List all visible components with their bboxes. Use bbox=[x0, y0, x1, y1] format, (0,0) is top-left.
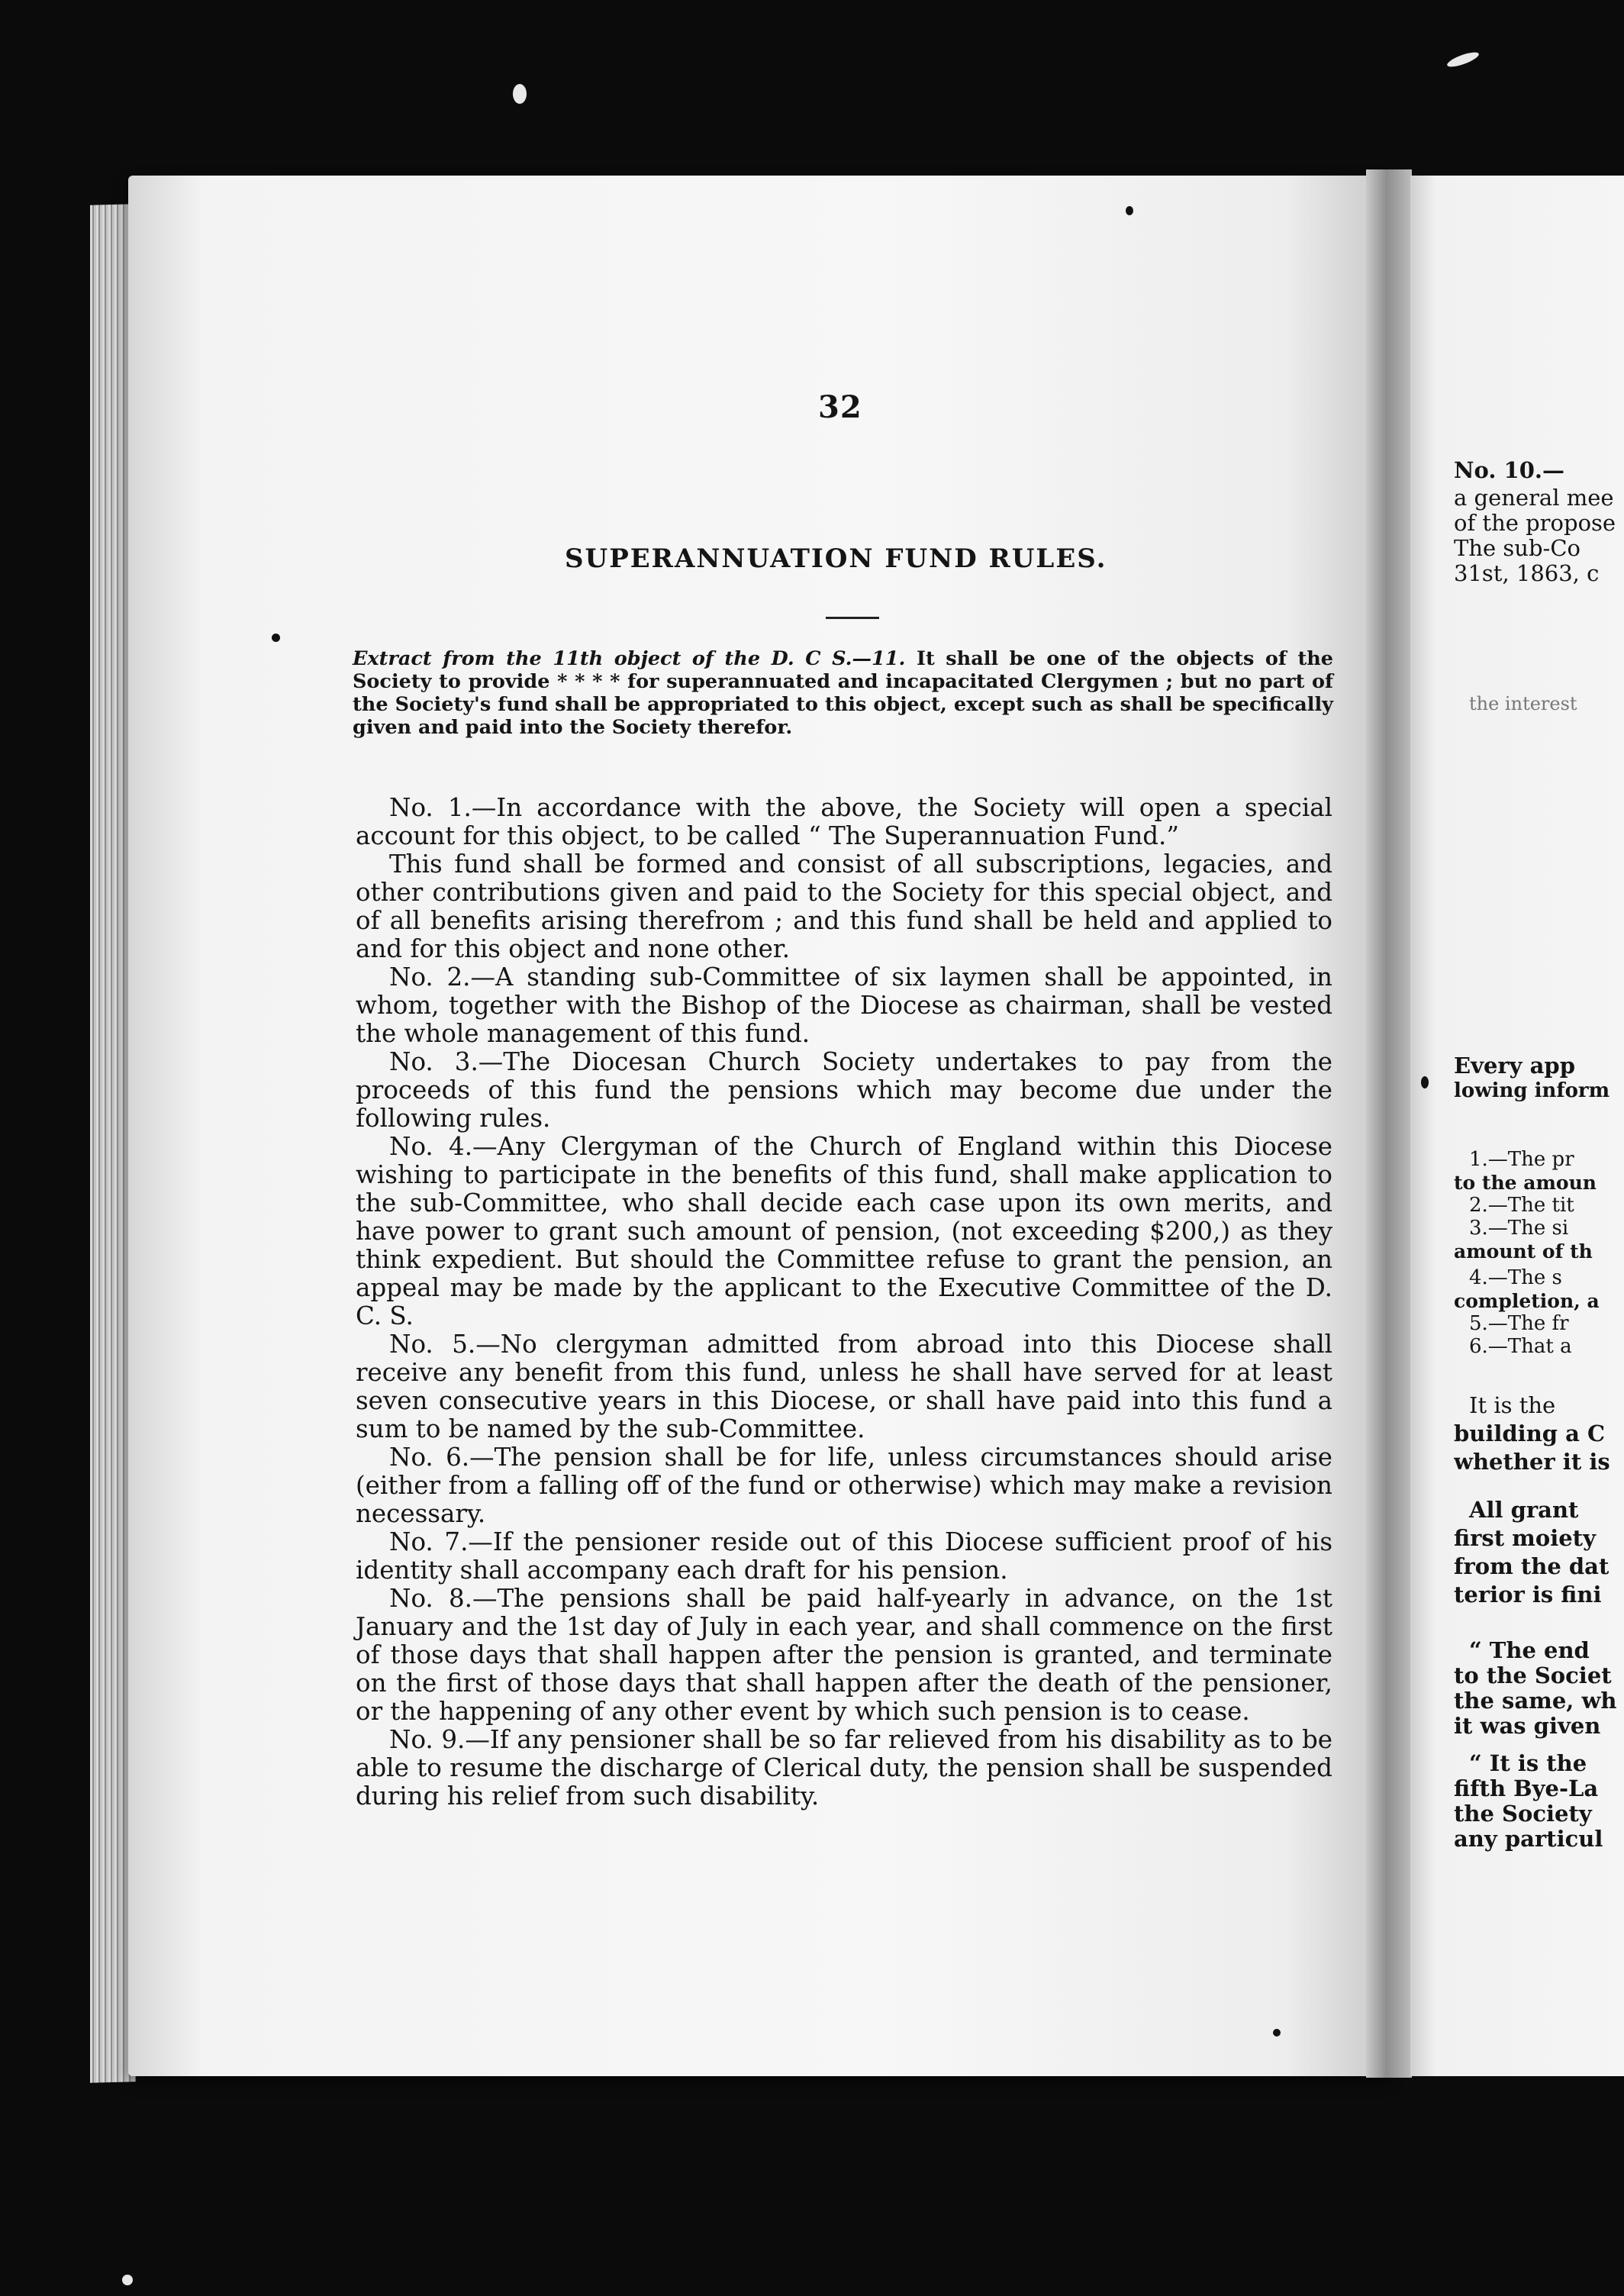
film-speck bbox=[1445, 50, 1480, 69]
ink-dot bbox=[1126, 206, 1133, 215]
facing-line: any particul bbox=[1454, 1826, 1603, 1852]
rules-body bbox=[356, 794, 1332, 1811]
facing-page-text bbox=[1454, 458, 1624, 2061]
ink-dot bbox=[1273, 2029, 1281, 2036]
facing-line: the same, wh bbox=[1454, 1688, 1617, 1714]
facing-line: fifth Bye-La bbox=[1454, 1775, 1599, 1801]
facing-line: from the dat bbox=[1454, 1553, 1610, 1579]
extract-text: It shall be one of the objects of the Society to provide * * * * for superannuated and incapacitated Clergymen ; but no part of the Society's fund shall be appropriated to this object, except such as shall be specifically given and paid into the Society therefor. bbox=[353, 647, 1333, 739]
facing-line: It is the bbox=[1469, 1392, 1556, 1418]
facing-line: the interest bbox=[1469, 693, 1577, 714]
rule-paragraph: No. 2.—A standing sub-Committee of six laymen shall be appointed, in whom, together with the Bishop of the Diocese as chairman, shall be vested the whole management of this fund. bbox=[356, 963, 1332, 1048]
rule-paragraph: This fund shall be formed and consist of all subscriptions, legacies, and other contributions given and paid to the Society for this special object, and of all benefits arising therefrom ; and this fund shall be held and applied to and for this object and none other. bbox=[356, 850, 1332, 963]
facing-line: to the Societ bbox=[1454, 1662, 1612, 1688]
facing-line: 31st, 1863, c bbox=[1454, 560, 1600, 586]
facing-line: building a C bbox=[1454, 1420, 1606, 1446]
film-speck bbox=[122, 2275, 133, 2285]
facing-line: amount of th bbox=[1454, 1240, 1593, 1262]
rule-paragraph: No. 5.—No clergyman admitted from abroad into this Diocese shall receive any benefit from this fund, unless he shall have served for at least seven consecutive years in this Diocese, or shall have paid into this fund a sum to be named by the sub-Committee. bbox=[356, 1330, 1332, 1443]
facing-line: 6.—That a bbox=[1469, 1335, 1572, 1358]
facing-line: first moiety bbox=[1454, 1525, 1596, 1551]
rule-paragraph: No. 6.—The pension shall be for life, unless circumstances should arise (either from a falling off of the fund or otherwise) which may make a revision necessary. bbox=[356, 1443, 1332, 1528]
film-speck bbox=[513, 84, 527, 104]
ink-dot bbox=[272, 634, 280, 642]
book-gutter bbox=[1366, 169, 1412, 2078]
facing-line: lowing inform bbox=[1454, 1079, 1610, 1102]
extract-paragraph bbox=[353, 647, 1333, 739]
facing-line: 2.—The tit bbox=[1469, 1194, 1574, 1217]
rule-paragraph: No. 8.—The pensions shall be paid half-yearly in advance, on the 1st January and the 1st day of July in each year, and shall commence on the first of those days that shall happen after the pension is granted, and terminate on the first of those days that shall happen after the death of the pensioner, or the happening of any other event by which such pension is to cease. bbox=[356, 1584, 1332, 1726]
facing-line: terior is fini bbox=[1454, 1582, 1602, 1608]
facing-line: of the propose bbox=[1454, 510, 1616, 536]
facing-line: 1.—The pr bbox=[1469, 1148, 1574, 1171]
extract-lead: Extract from the 11th object of the D. C S.—11. bbox=[353, 647, 906, 670]
title-rule bbox=[826, 617, 879, 619]
facing-line: 5.—The fr bbox=[1469, 1312, 1569, 1335]
facing-line: to the amoun bbox=[1454, 1172, 1597, 1194]
facing-line: 4.—The s bbox=[1469, 1266, 1562, 1289]
facing-line: The sub-Co bbox=[1454, 535, 1580, 561]
facing-line: the Society bbox=[1454, 1801, 1592, 1827]
facing-line: Every app bbox=[1454, 1053, 1575, 1079]
rule-paragraph: No. 1.—In accordance with the above, the Society will open a special account for this object, to be called “ The Superannuation Fund.” bbox=[356, 793, 1332, 850]
facing-line: “ It is the bbox=[1469, 1750, 1587, 1776]
facing-line: a general mee bbox=[1454, 485, 1614, 511]
page-title: SUPERANNUATION FUND RULES. bbox=[565, 543, 1107, 574]
facing-line: All grant bbox=[1469, 1497, 1579, 1523]
rule-paragraph: No. 4.—Any Clergyman of the Church of England within this Diocese wishing to participate in the benefits of this fund, shall make application to the sub-Committee, who shall decide each case upon its own merits, and have power to grant such amount of pension, (not exceeding $200,) as they think expedient. But should the Committee refuse to grant the pension, an appeal may be made by the applicant to the Executive Committee of the D. C. S. bbox=[356, 1132, 1332, 1330]
ink-dot bbox=[1421, 1076, 1429, 1088]
facing-line: No. 10.— bbox=[1454, 458, 1564, 483]
rule-paragraph: No. 7.—If the pensioner reside out of this Diocese sufficient proof of his identity shall accompany each draft for his pension. bbox=[356, 1527, 1332, 1585]
facing-line: 3.—The si bbox=[1469, 1217, 1569, 1240]
facing-line: “ The end bbox=[1469, 1637, 1590, 1663]
rule-paragraph: No. 3.—The Diocesan Church Society undertakes to pay from the proceeds of this fund the pensions which may become due under the following rules. bbox=[356, 1047, 1332, 1133]
page-number: 32 bbox=[818, 389, 862, 425]
rule-paragraph: No. 9.—If any pensioner shall be so far relieved from his disability as to be able to resume the discharge of Clerical duty, the pension shall be suspended during his relief from such disability. bbox=[356, 1725, 1332, 1811]
facing-line: whether it is bbox=[1454, 1449, 1610, 1475]
facing-line: it was given bbox=[1454, 1713, 1601, 1739]
facing-line: completion, a bbox=[1454, 1290, 1600, 1312]
